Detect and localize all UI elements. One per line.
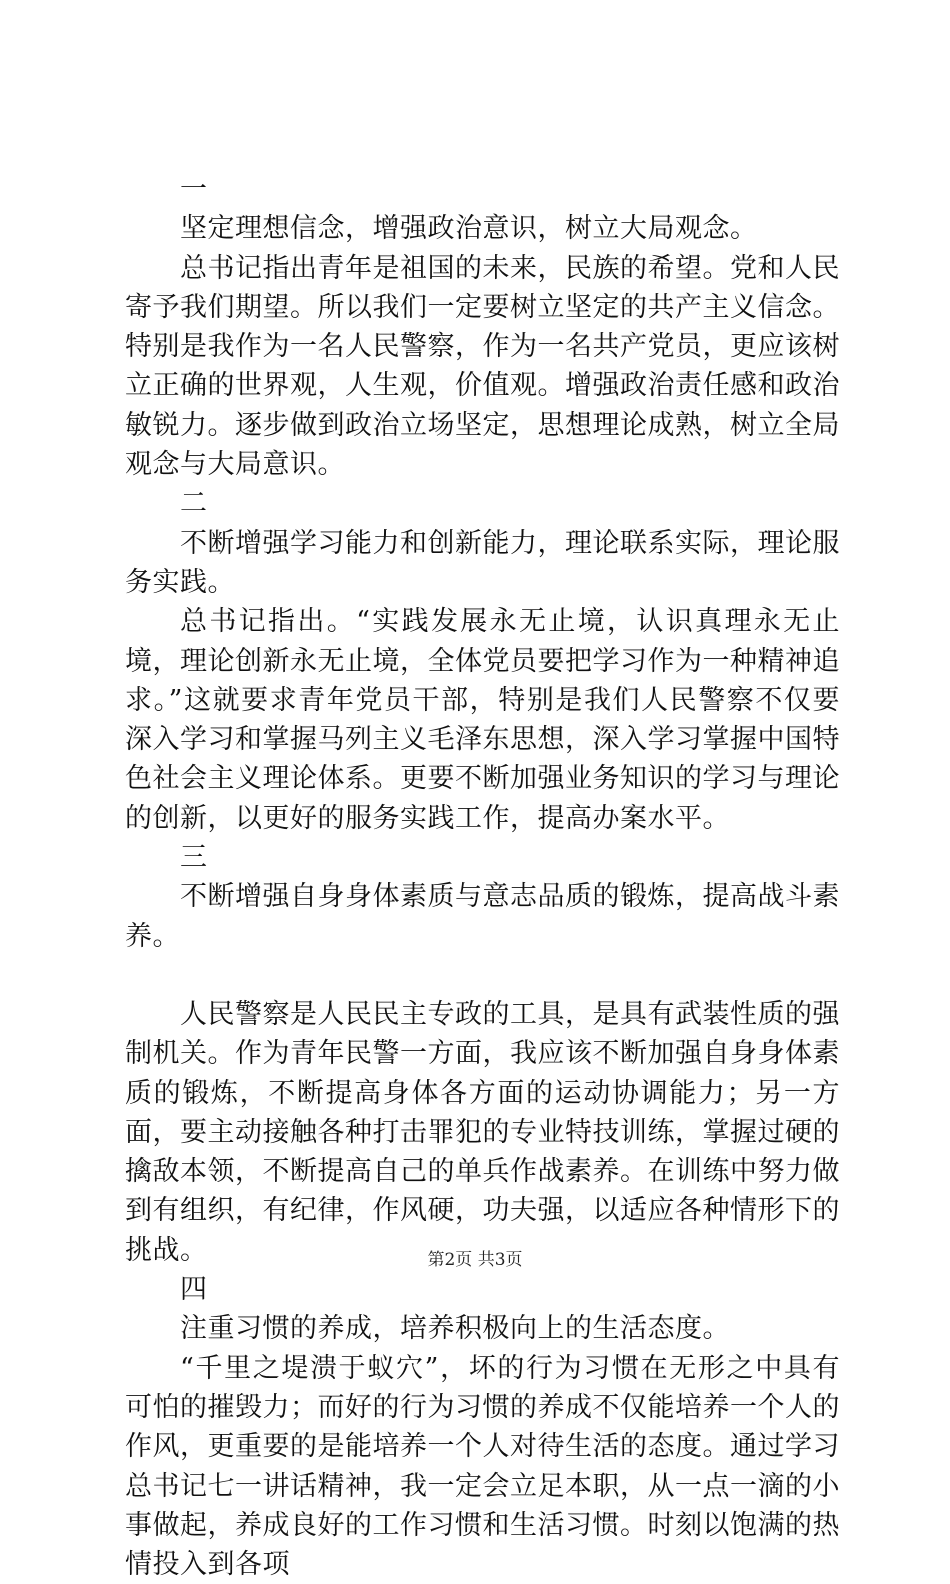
section-paragraph: 总书记指出青年是祖国的未来，民族的希望。党和人民寄予我们期望。所以我们一定要树立坚定的共产主义信念。特别是我作为一名人民警察，作为一名共产党员，更应该树立正确的世界观，人生观，价值观。增强政治责任感和政治敏锐力。逐步做到政治立场坚定，思想理论成熟，树立全局观念与大局意识。 — [125, 252, 840, 481]
page-footer: 第2页 共3页 — [427, 1250, 523, 1270]
document-body — [125, 170, 840, 1584]
section-title: 坚定理想信念，增强政治意识，树立大局观念。 — [180, 213, 758, 245]
section-number: 三 — [180, 842, 208, 874]
section-number: 四 — [180, 1274, 208, 1306]
section-number: 一 — [180, 174, 208, 205]
section-title: 不断增强学习能力和创新能力，理论联系实际，理论服务实践。 — [125, 527, 840, 598]
section-title: 注重习惯的养成，培养积极向上的生活态度。 — [180, 1313, 730, 1345]
section-paragraph: “千里之堤溃于蚁穴”，坏的行为习惯在无形之中具有可怕的摧毁力；而好的行为习惯的养成不仅能培养一个人的作风，更重要的是能培养一个人对待生活的态度。通过学习总书记七一讲话精神，我一定会立足本职，从一点一滴的小事做起，养成良好的工作习惯和生活习惯。时刻以饱满的热情投入到各项 — [125, 1352, 840, 1581]
section-paragraph: 总书记指出。“实践发展永无止境，认识真理永无止境，理论创新永无止境，全体党员要把学习作为一种精神追求。”这就要求青年党员干部，特别是我们人民警察不仅要深入学习和掌握马列主义毛泽东思想，深入学习掌握中国特色社会主义理论体系。更要不断加强业务知识的学习与理论的创新，以更好的服务实践工作，提高办案水平。 — [125, 606, 840, 834]
section-paragraph: 人民警察是人民民主专政的工具，是具有武装性质的强制机关。作为青年民警一方面，我应该不断加强自身身体素质的锻炼，不断提高身体各方面的运动协调能力；另一方面，要主动接触各种打击罪犯的专业特技训练，掌握过硬的擒敌本领，不断提高自己的单兵作战素养。在训练中努力做到有组织，有纪律，作风硬，功夫强，以适应各种情形下的挑战。 — [125, 998, 840, 1266]
section-title: 不断增强自身身体素质与意志品质的锻炼，提高战斗素养。 — [125, 881, 840, 952]
section-number: 二 — [180, 488, 208, 520]
